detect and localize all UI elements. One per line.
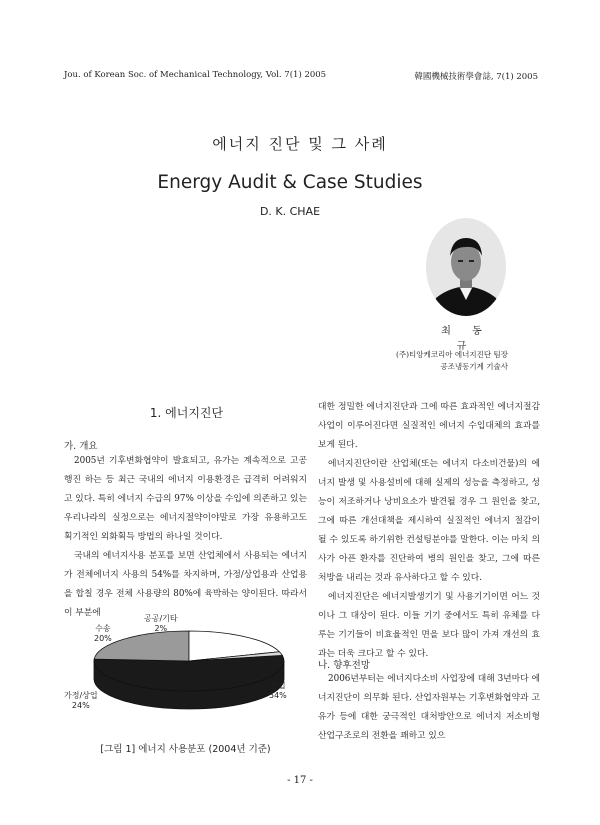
pie-label-industry: 산업 54% — [269, 681, 287, 700]
paragraph: 국내의 에너지사용 분포를 보면 산업체에서 사용되는 에너지가 전체에너지 사용의 54%를 차지하며, 가정/상업용과 산업용을 합칠 경우 전체 사용량의 80%에 육박하는 양이된다. 따라서 이 부분에 — [64, 551, 307, 618]
figure-caption: [그림 1] 에너지 사용분포 (2004년 기준) — [100, 744, 271, 755]
paragraph: 에너지진단이란 산업체(또는 에너지 다소비건물)의 에너지 발생 및 사용설비에 대해 실제의 성능을 측정하고, 성능이 저조하거나 낭비요소가 발견될 경우 그 원인을 찾고, 그에 따른 개선대책을 제시하여 실질적인 에너지 절감이 될 수 있도록 하기위한 컨설팅분야를 말한다. 이는 마치 의사가 아픈 환자를 진단하여 병의 원인을 찾고, 그에 따른 처방을 내리는 것과 유사하다고 할 수 있다. — [318, 459, 540, 583]
author-name: D. K. CHAE — [259, 205, 321, 218]
paragraph: 2005년 기후변화협약이 발효되고, 유가는 계속적으로 고공행진 하는 등 최근 국내의 에너지 이용환경은 급격히 어려워지고 있다. 특히 에너지 수급의 97% 이상을 수입에 의존하고 있는 우리나라의 실정으로는 에너지절약이야말로 가장 유용하고도 획기적인 외화획득 방법의 하나일 것이다. — [64, 456, 307, 542]
affiliation-line-1: (주)티앙케코리아 에너지진단 팀장 — [395, 350, 508, 359]
page-number: - 17 - — [287, 775, 313, 786]
paragraph: 에너지진단은 에너지발생기기 및 사용기기이면 어느 것이나 그 대상이 된다. 이들 기기 중에서도 특히 유체를 다루는 기기들이 비효율적인 면을 보다 많이 가져 개선의 효과는 더욱 크다고 할 수 있다. — [318, 592, 540, 659]
journal-header-left: Jou. of Korean Soc. of Mechanical Technology, Vol. 7(1) 2005 — [64, 70, 327, 80]
affiliation-line-2: 공조냉동기계 기술사 — [440, 362, 508, 371]
left-column-text — [64, 452, 307, 623]
journal-header-right: 韓國機械技術學會誌, 7(1) 2005 — [414, 72, 538, 82]
right-column-text-2 — [318, 670, 540, 746]
title-english: Energy Audit & Case Studies — [157, 172, 423, 193]
pie-label-public: 공공/기타 2% — [144, 614, 178, 633]
section-title: 1. 에너지진단 — [149, 406, 224, 420]
pie-label-transport: 수송 20% — [94, 624, 112, 643]
author-photo — [426, 218, 506, 316]
title-korean: 에너지 진단 및 그 사례 — [212, 135, 388, 153]
author-name-korean: 최 동 규 — [441, 326, 491, 352]
pie-label-home: 가정/상업 24% — [64, 691, 98, 710]
subsection-outlook: 나. 향후전망 — [318, 660, 370, 671]
energy-use-pie-chart — [64, 615, 304, 727]
paragraph: 대한 정밀한 에너지진단과 그에 따른 효과적인 에너지절감사업이 이루어진다면 실질적인 에너지 수입대체의 효과를 보게 된다. — [318, 402, 540, 450]
paragraph: 2006년부터는 에너지다소비 사업장에 대해 3년마다 에너지진단이 의무화 된다. 산업자원부는 기후변화협약과 고유가 등에 대한 궁극적인 대처방안으로 에너지 저소비형 산업구조로의 전환을 꽤하고 있으 — [318, 674, 540, 741]
subsection-overview: 가. 개요 — [64, 441, 98, 452]
right-column-text — [318, 398, 540, 664]
